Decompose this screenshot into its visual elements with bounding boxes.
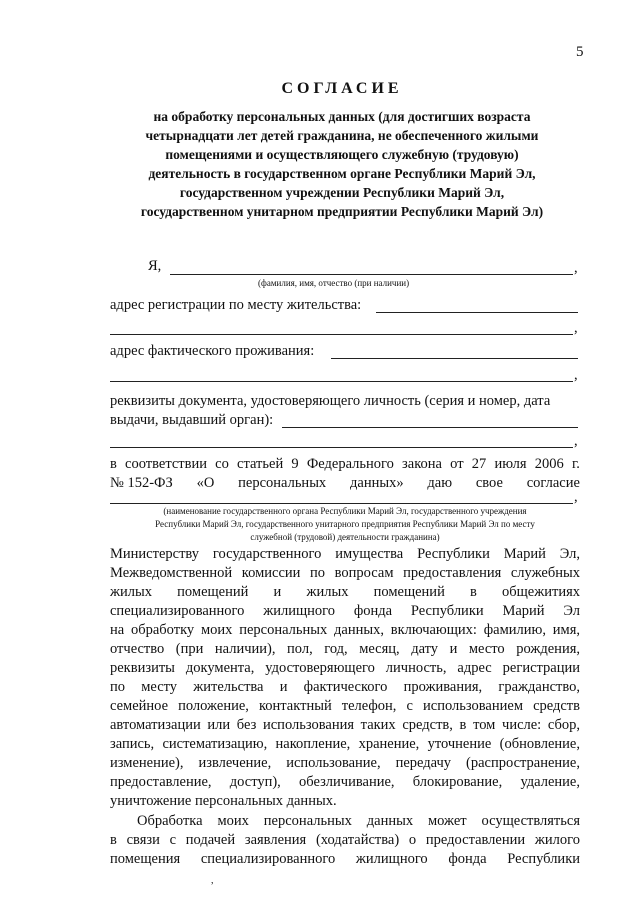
- paragraph-line: Межведомственной комиссии по вопросам предоставления служебных: [110, 565, 580, 581]
- reg-address-label: адрес регистрации по месту жительства:: [110, 297, 362, 313]
- org-hint-line: (наименование государственного органа Республики Марий Эл, государственного учреждения: [163, 506, 527, 516]
- paragraph-line: изменение), извлечение, использование, передачу (распространение,: [110, 755, 580, 771]
- org-input-line[interactable]: [110, 503, 573, 504]
- subtitle-line: государственном унитарном предприятии Республики Марий Эл): [140, 204, 544, 219]
- org-hint: [100, 505, 590, 544]
- page-number: 5: [576, 44, 584, 60]
- doc-comma: ,: [574, 433, 578, 449]
- law-word: свое: [475, 475, 503, 491]
- fio-comma: ,: [574, 260, 578, 276]
- law-word: Федерального: [306, 456, 394, 472]
- document-title: СОГЛАСИЕ: [281, 80, 403, 97]
- document-subtitle: [0, 107, 639, 221]
- subtitle-line: государственном учреждении Республики Марий Эл,: [179, 185, 505, 200]
- fio-hint: (фамилия, имя, отчество (при наличии): [258, 278, 410, 288]
- paragraph-line: уничтожение персональных данных.: [110, 793, 337, 809]
- doc-label-line1: реквизиты документа, удостоверяющего личность (серия и номер, дата: [110, 393, 551, 409]
- paragraph-line: помещения специализированного жилищного фонда Республики: [110, 851, 580, 867]
- paragraph-line: на обработку моих персональных данных, включающих: фамилию, имя,: [110, 622, 580, 638]
- paragraph-line: отчество (при наличии), пол, год, месяц, дату и место рождения,: [110, 641, 580, 657]
- law-word: статьей: [237, 456, 284, 472]
- law-word: № 152-ФЗ: [110, 475, 173, 491]
- law-word: 2006: [534, 456, 564, 472]
- subtitle-line: на обработку персональных данных (для достигших возраста: [153, 109, 531, 124]
- consent-paragraph: [110, 545, 580, 811]
- law-line-1: [110, 456, 580, 473]
- law-word: соответствии: [125, 456, 207, 472]
- actual-address-label: адрес фактического проживания:: [110, 343, 315, 359]
- paragraph-line: запись, систематизацию, накопление, хранение, уточнение (обновление,: [110, 736, 580, 752]
- subtitle-line: четырнадцати лет детей гражданина, не обеспеченного жилыми: [145, 128, 539, 143]
- fio-input-line[interactable]: [170, 274, 573, 275]
- subtitle-line: деятельность в государственном органе Республики Марий Эл,: [148, 166, 536, 181]
- law-word: даю: [427, 475, 453, 491]
- law-word: в: [110, 456, 117, 472]
- law-word: 27: [471, 456, 487, 472]
- paragraph-line: реквизиты документа, удостоверяющего личность, адрес регистрации: [110, 660, 580, 676]
- paragraph-line: предоставление, доступ), обезличивание, блокирование, удаление,: [110, 774, 580, 790]
- law-word: г.: [571, 456, 580, 472]
- ya-label: Я,: [148, 258, 162, 274]
- reg-address-comma: ,: [574, 320, 578, 336]
- paragraph-line: Министерству государственного имущества Республики Марий Эл,: [110, 546, 580, 562]
- law-word: июля: [494, 456, 527, 472]
- reg-address-input-line[interactable]: [376, 312, 578, 313]
- actual-address-input-line[interactable]: [331, 358, 578, 359]
- law-line-2: [110, 475, 580, 492]
- law-word: от: [450, 456, 464, 472]
- org-hint-line: Республики Марий Эл, государственного унитарного предприятия Республики Марий Эл по месту: [155, 519, 535, 529]
- processing-paragraph: [110, 812, 580, 869]
- reg-address-input-line-2[interactable]: [110, 334, 573, 335]
- doc-input-line-2[interactable]: [110, 447, 573, 448]
- doc-input-line[interactable]: [282, 427, 578, 428]
- paragraph-line: специализированного жилищного фонда Республики Марий Эл: [110, 603, 580, 619]
- stray-mark: ,: [211, 875, 214, 886]
- subtitle-line: помещениями и осуществляющего служебную (трудовую): [165, 147, 519, 162]
- paragraph-line: автоматизации или без использования таких средств, в том числе: сбор,: [110, 717, 580, 733]
- law-word: со: [215, 456, 229, 472]
- law-word: данных»: [350, 475, 404, 491]
- law-word: согласие: [526, 475, 580, 491]
- paragraph-line: Обработка моих персональных данных может осуществляться: [137, 813, 580, 829]
- actual-address-input-line-2[interactable]: [110, 381, 573, 382]
- law-word: «О: [196, 475, 215, 491]
- law-word: 9: [291, 456, 299, 472]
- paragraph-line: семейное положение, контактный телефон, с использованием средств: [110, 698, 580, 714]
- paragraph-line: в связи с подачей заявления (ходатайства) о предоставлении жилого: [110, 832, 580, 848]
- org-comma: ,: [574, 489, 578, 505]
- law-word: закона: [402, 456, 442, 472]
- actual-address-comma: ,: [574, 367, 578, 383]
- law-word: персональных: [238, 475, 327, 491]
- org-hint-line: служебной (трудовой) деятельности гражданина): [250, 532, 440, 542]
- paragraph-line: по месту жительства и фактического проживания, гражданство,: [110, 679, 580, 695]
- doc-label-line2: выдачи, выдавший орган):: [110, 412, 274, 428]
- paragraph-line: жилых помещений и жилых помещений в общежитиях: [110, 584, 580, 600]
